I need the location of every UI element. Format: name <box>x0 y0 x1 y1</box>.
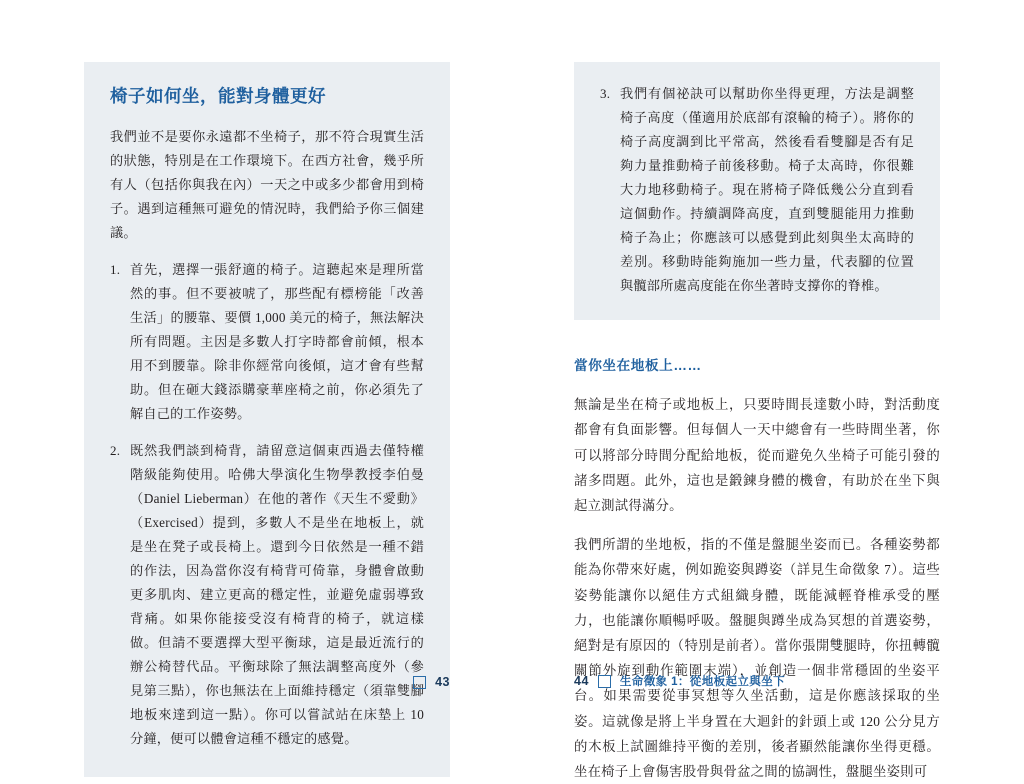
list-item <box>110 258 424 426</box>
left-page-footer <box>0 675 512 689</box>
section-heading: 當你坐在地板上…… <box>574 358 702 374</box>
list-item <box>110 439 424 751</box>
running-head: 生命徵象 1：從地板起立與坐下 <box>619 676 785 688</box>
page-mark-square-icon <box>598 675 611 688</box>
left-page <box>0 0 512 746</box>
list-item-number: 2. <box>110 442 121 458</box>
list-item-number: 1. <box>110 261 121 277</box>
right-page-footer <box>512 673 1024 689</box>
right-page <box>512 0 1024 779</box>
body-column <box>574 392 940 784</box>
left-callout-box <box>84 62 450 777</box>
callout-numbered-list-continued <box>600 82 914 298</box>
list-item-text: 既然我們談到椅背，請留意這個東西過去僅特權階級能夠使用。哈佛大學演化生物學教授李伯曼（Daniel Lieberman）在他的著作《天生不愛動》（Exercised）提到，多數人不是坐在地板上，就是坐在凳子或長椅上。還到今日依然是一種不錯的作法，因為當你沒有椅背可倚靠，身體會啟動更多肌肉、建立更高的穩定性，並避免虛弱導致背痛。如果你能接受沒有椅背的椅子，就這樣做。但請不要選擇大型平衡球，這是最近流行的辦公椅替代品。平衡球除了無法調整高度外（參見第三點），你也無法在上面維持穩定（須靠雙腳地板來達到這一點）。你可以嘗試站在床墊上 10 分鐘，便可以體會這種不穩定的感覺。 <box>130 442 424 746</box>
callout-intro-paragraph: 我們並不是要你永遠都不坐椅子，那不符合現實生活的狀態，特別是在工作環境下。在西方社會，幾乎所有人（包括你與我在內）一天之中或多少都會用到椅子。遇到這種無可避免的情況時，我們給予你三個建議。 <box>110 128 424 240</box>
list-item <box>600 82 914 298</box>
page-number: 43 <box>435 675 450 689</box>
body-paragraph: 我們所謂的坐地板，指的不僅是盤腿坐姿而已。各種姿勢都能為你帶來好處，例如跪姿與蹲姿（詳見生命徵象 7）。這些姿勢能讓你以絕佳方式組織身體，既能減輕脊椎承受的壓力，也能讓你順暢呼吸。盤腿與蹲坐成為冥想的首選姿勢，絕對是有原因的（特別是前者）。當你張開雙腿時，你扭轉髖關節外旋到動作範圍末端），並創造一個非常穩固的坐姿平台。如果需要從事冥想等久坐活動，這是你應該採取的坐姿。這就像是將上半身置在大迴針的針頭上或 120 公分見方的木板上試圖維持平衡的差別，後者顯然能讓你坐得更穩。坐在椅子上會傷害股骨與骨盆之間的協調性，盤腿坐姿則可 <box>574 537 940 779</box>
list-item-number: 3. <box>600 86 611 101</box>
callout-title: 椅子如何坐，能對身體更好 <box>110 86 326 106</box>
page-mark-square-icon <box>413 676 426 689</box>
page-number: 44 <box>574 674 589 688</box>
list-item-text: 首先，選擇一張舒適的椅子。這聽起來是理所當然的事。但不要被唬了，那些配有標榜能「改善生活」的腰靠、要價 1,000 美元的椅子，無法解決所有問題。主因是多數人打字時都會前傾，根本用不到腰靠。除非你經常向後傾，這才會有些幫助。但在砸大錢添購豪華座椅之前，你必須先了解自己的工作姿勢。 <box>130 261 424 421</box>
right-callout-continuation <box>574 62 940 320</box>
body-paragraph: 無論是坐在椅子或地板上，只要時間長達數小時，對活動度都會有負面影響。但每個人一天中總會有一些時間坐著，你可以將部分時間分配給地板，從而避免久坐椅子可能引發的諸多問題。此外，這也是鍛鍊身體的機會，有助於在坐下與起立測試得滿分。 <box>574 397 940 513</box>
list-item-text: 我們有個祕訣可以幫助你坐得更理，方法是調整椅子高度（僅適用於底部有滾輪的椅子）。將你的椅子高度調到比平常高，然後看看雙腳是否有足夠力量推動椅子前後移動。椅子太高時，你很難大力地移動椅子。現在將椅子降低幾公分直到看這個動作。持續調降高度，直到雙腿能用力推動椅子為止；你應該可以感覺到此刻與坐太高時的差別。移動時能夠施加一些力量，代表腳的位置與髖部所處高度能在你坐著時支撐你的脊椎。 <box>620 86 914 294</box>
